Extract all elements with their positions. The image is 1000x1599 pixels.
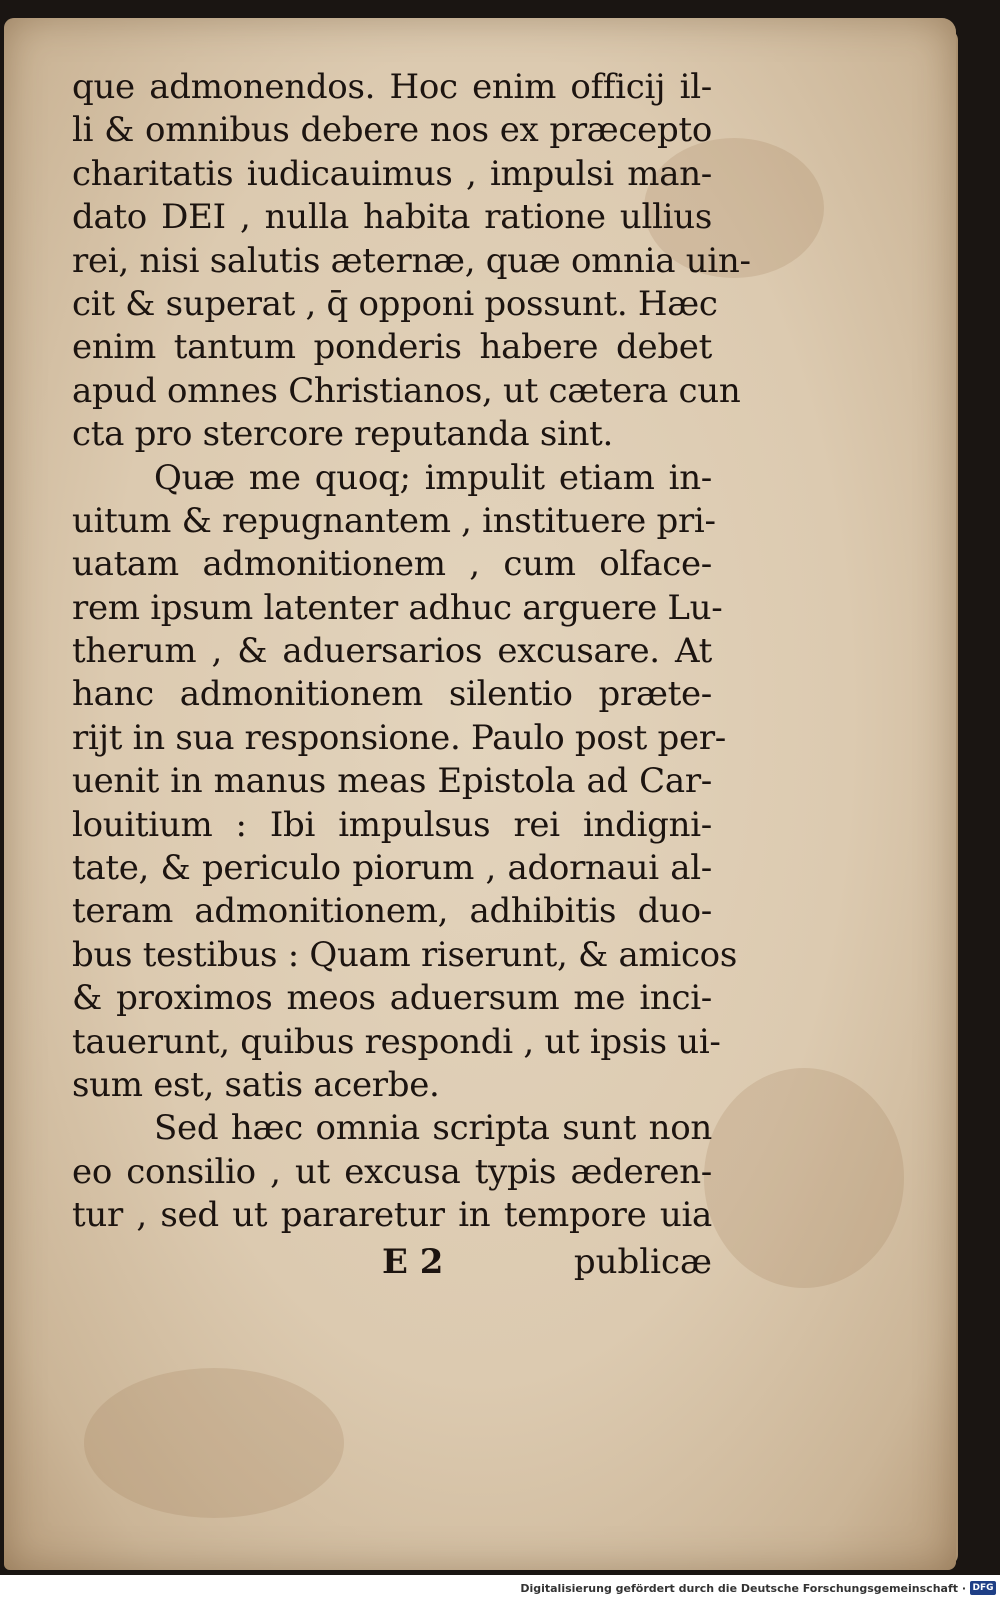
text-line: sum est, satis acerbe. [72, 1064, 440, 1105]
text-line: uitum & repugnantem , instituere pri- [72, 500, 716, 541]
dfg-logo-icon: DFG [970, 1581, 996, 1595]
text-line: hanc admonitionem silentio præte- [72, 674, 712, 715]
text-line: tate, & periculo piorum , adornaui al- [72, 848, 712, 889]
text-line: therum , & aduersarios excusare. At [72, 631, 712, 672]
text-line: rijt in sua responsione. Paulo post per- [72, 717, 726, 758]
signature-mark: E 2 [382, 1242, 444, 1282]
text-line: tur , sed ut pararetur in tempore uia [72, 1195, 712, 1236]
text-line: que admonendos. Hoc enim officij il- [72, 67, 712, 107]
text-line: bus testibus : Quam riserunt, & amicos [72, 934, 737, 975]
text-line: li & omnibus debere nos ex præcepto [72, 110, 712, 151]
text-line: charitatis iudicauimus , impulsi man- [72, 153, 712, 194]
digitization-footer [0, 1578, 1000, 1599]
catchword: publicæ [573, 1242, 712, 1282]
text-line: uenit in manus meas Epistola ad Car- [72, 761, 712, 802]
footer-credit: Digitalisierung gefördert durch die Deutsche Forschungsgemeinschaft · [520, 1582, 966, 1595]
text-line: rem ipsum latenter adhuc arguere Lu- [72, 587, 723, 628]
catchline [72, 1242, 712, 1286]
paper-stain [704, 1068, 904, 1288]
text-line: cit & superat , q̄ opponi possunt. Hæc [72, 283, 718, 324]
text-line: dato DEI , nulla habita ratione ullius [72, 197, 712, 238]
text-line: Quæ me quoq; impulit etiam in- [154, 457, 712, 498]
text-line: teram admonitionem, adhibitis duo- [72, 891, 712, 932]
text-line: enim tantum ponderis habere debet [72, 327, 712, 368]
text-line: uatam admonitionem , cum olface- [72, 544, 712, 585]
text-line: rei, nisi salutis æternæ, quæ omnia uin- [72, 240, 751, 281]
text-line: cta pro stercore reputanda sint. [72, 414, 614, 455]
text-line: eo consilio , ut excusa typis æderen- [72, 1151, 712, 1192]
text-line: tauerunt, quibus respondi , ut ipsis ui- [72, 1021, 721, 1062]
paper-stain [84, 1368, 344, 1518]
text-line: louitium : Ibi impulsus rei indigni- [72, 804, 712, 845]
text-line: Sed hæc omnia scripta sunt non [154, 1108, 712, 1149]
text-line: apud omnes Christianos, ut cætera cun [72, 370, 741, 411]
text-line: & proximos meos aduersum me inci- [72, 978, 712, 1019]
page-text [72, 66, 751, 1238]
